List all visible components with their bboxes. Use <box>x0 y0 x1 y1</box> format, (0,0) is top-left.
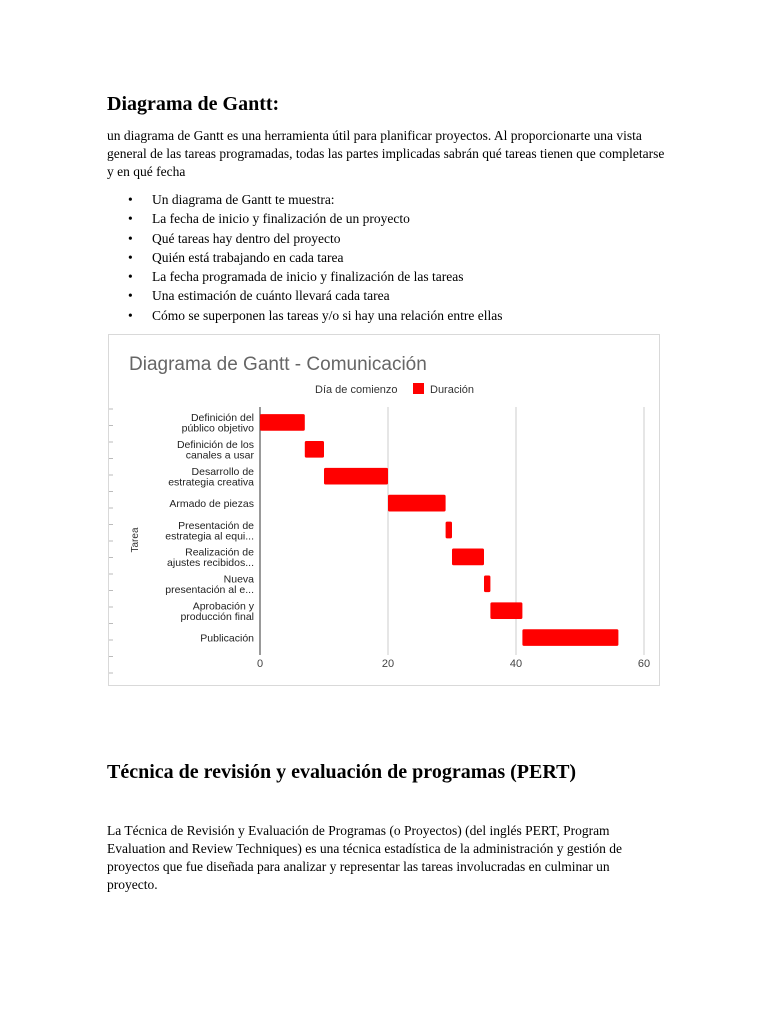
category-label: producción final <box>180 610 254 623</box>
category-label: presentación al e... <box>165 584 254 597</box>
x-tick-label: 20 <box>381 658 395 670</box>
gantt-intro-paragraph: un diagrama de Gantt es una herramienta útil para planificar proyectos. Al proporcionarte una vista general de las tareas programadas, todas las partes implicadas sabrán qué tareas tienen que completarse y en qué fecha <box>107 128 665 179</box>
gantt-bar <box>260 414 305 431</box>
gantt-bar <box>388 495 446 512</box>
gantt-bar <box>490 602 522 619</box>
category-label: canales a usar <box>185 449 254 462</box>
category-label: Definición del <box>190 412 254 425</box>
pert-paragraph: La Técnica de Revisión y Evaluación de Programas (o Proyectos) (del inglés PERT, Program Evaluation and Review Techniques) es una técnica estadística de la administración y gestión de proyectos que fue diseñada para analizar y representar las tareas involucradas en culminar un proyecto. <box>107 823 623 892</box>
gantt-bar <box>324 468 388 485</box>
bullet-item: • Qué tareas hay dentro del proyecto <box>107 229 503 248</box>
pert-heading: Técnica de revisión y evaluación de programas (PERT) <box>107 761 577 783</box>
gantt-heading: Diagrama de Gantt: <box>107 93 280 115</box>
gantt-bar <box>452 549 484 566</box>
category-label: Armado de piezas <box>169 498 254 511</box>
gantt-chart <box>108 334 660 686</box>
x-tick-label: 0 <box>256 658 264 670</box>
gantt-bullet-list <box>107 190 503 325</box>
chart-title: Diagrama de Gantt - Comunicación <box>129 354 427 375</box>
category-label: Definición de los <box>176 439 254 452</box>
category-label: Publicación <box>200 632 254 645</box>
category-label: Desarrollo de <box>191 465 254 478</box>
gantt-bar <box>484 575 490 592</box>
bullet-item: • Cómo se superponen las tareas y/o si hay una relación entre ellas <box>107 306 503 325</box>
gantt-bar <box>522 629 618 646</box>
x-tick-label: 60 <box>637 658 651 670</box>
gantt-bar <box>446 522 452 539</box>
bullet-item: • La fecha programada de inicio y finalización de las tareas <box>107 267 503 286</box>
category-label: Presentación de <box>178 519 254 532</box>
category-label: Aprobación y <box>192 600 254 613</box>
bullet-item: • La fecha de inicio y finalización de un proyecto <box>107 209 503 228</box>
category-label: estrategia al equi... <box>165 530 254 543</box>
bullet-item: • Un diagrama de Gantt te muestra: <box>107 190 503 209</box>
chart-legend <box>315 383 474 396</box>
legend-label-start: Día de comienzo <box>315 384 398 396</box>
legend-swatch-duration <box>413 383 424 394</box>
category-label: estrategia creativa <box>168 476 254 489</box>
gantt-bar <box>305 441 324 458</box>
gantt-chart-svg <box>109 335 661 687</box>
category-label: público objetivo <box>181 422 254 435</box>
bullet-item: • Una estimación de cuánto llevará cada tarea <box>107 286 503 305</box>
category-label: Realización de <box>185 546 254 559</box>
category-label: ajustes recibidos... <box>167 557 254 570</box>
y-axis-label: Tarea <box>130 527 141 553</box>
category-label: Nueva <box>223 573 254 586</box>
x-tick-label: 40 <box>509 658 523 670</box>
legend-label-duration: Duración <box>430 384 475 396</box>
bullet-item: • Quién está trabajando en cada tarea <box>107 248 503 267</box>
